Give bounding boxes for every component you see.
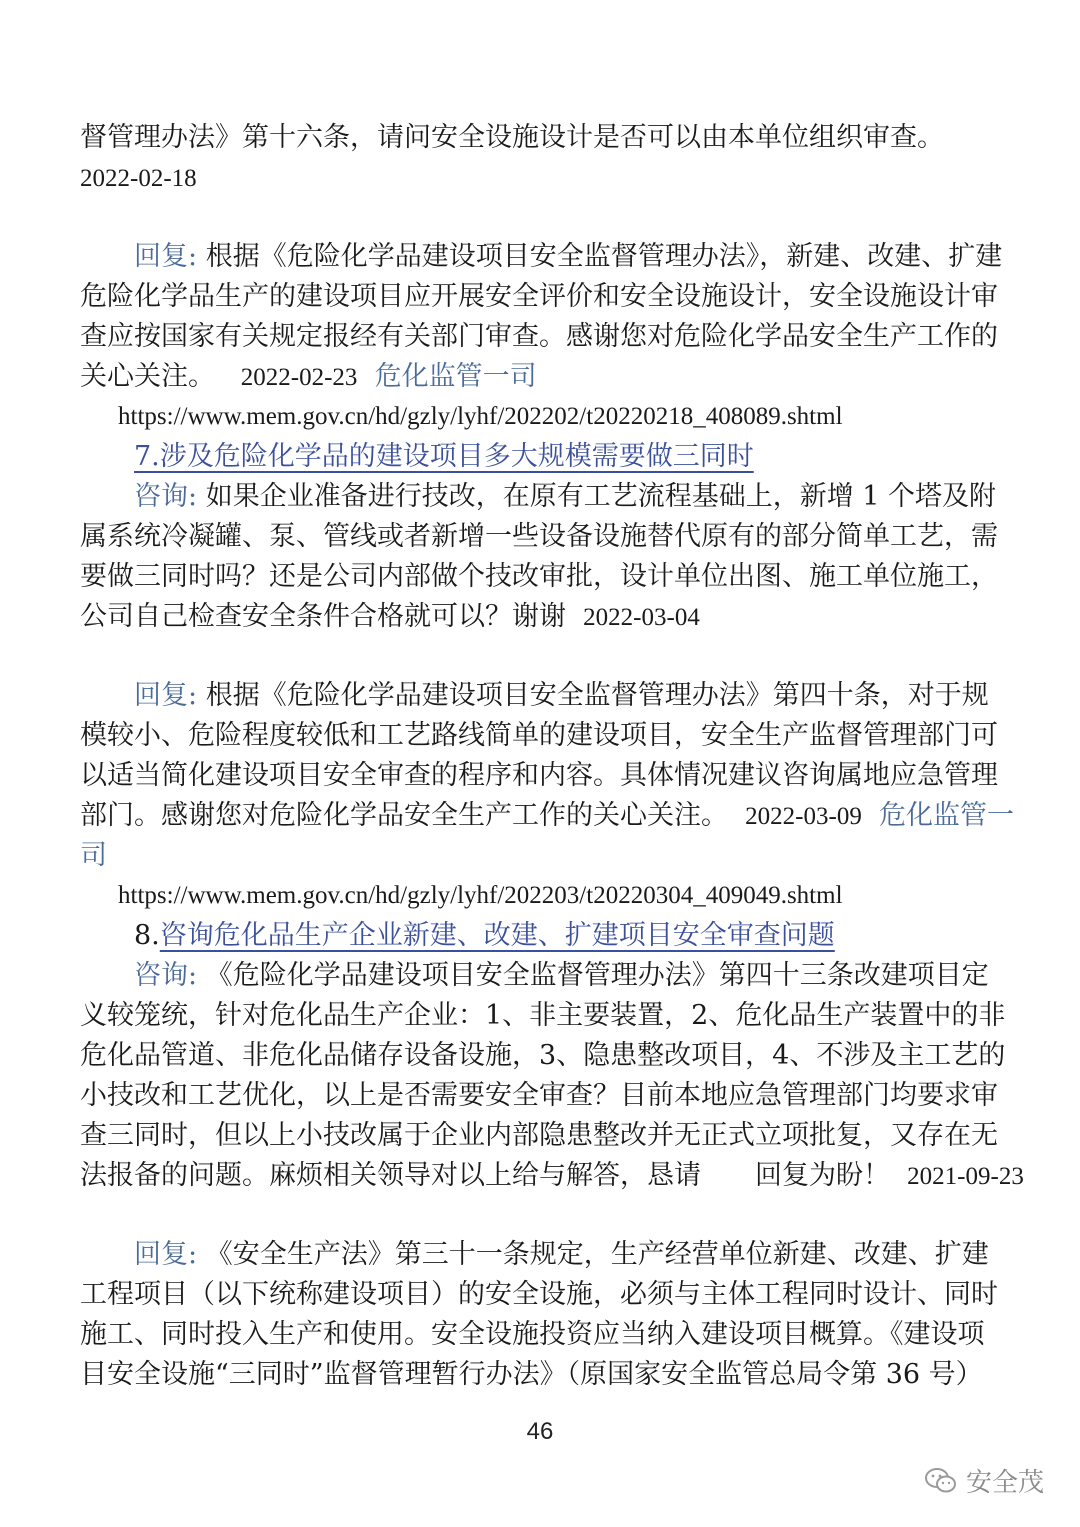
text-line: 查三同时，但以上小技改属于企业内部隐患整改并无正式立项批复，又存在无 xyxy=(80,1120,998,1151)
department-name: 危化监管一司 xyxy=(374,361,537,392)
page-number: 46 xyxy=(526,1418,554,1445)
reply-label: 回复: xyxy=(134,680,198,711)
text-line: 危化品管道、非危化品储存设备设施，3、隐患整改项目，4、不涉及主工艺的 xyxy=(80,1040,1006,1071)
wechat-icon xyxy=(924,1466,958,1496)
text-line: 小技改和工艺优化，以上是否需要安全审查？目前本地应急管理部门均要求审 xyxy=(80,1080,998,1111)
text-line: 危险化学品生产的建设项目应开展安全评价和安全设施设计，安全设施设计审 xyxy=(80,281,998,312)
text-line: 义较笼统，针对危化品生产企业：1、非主要装置，2、危化品生产装置中的非 xyxy=(80,1000,1006,1031)
source-link[interactable]: https://www.mem.gov.cn/hd/gzly/lyhf/202202/t20220218_408089.shtml xyxy=(118,403,843,430)
wechat-watermark xyxy=(924,1462,1044,1499)
text-line: 法报备的问题。麻烦相关领导对以上给与解答，恳请 回复为盼！ 2021-09-23 xyxy=(80,1160,1024,1191)
text-line: 施工、同时投入生产和使用。安全设施投资应当纳入建设项目概算。《建设项 xyxy=(80,1319,985,1350)
source-link[interactable]: https://www.mem.gov.cn/hd/gzly/lyhf/202203/t20220304_409049.shtml xyxy=(118,882,843,909)
text-line: 督管理办法》第十六条，请问安全设施设计是否可以由本单位组织审查。 xyxy=(80,122,944,153)
text-line: 部门。感谢您对危险化学品安全生产工作的关心关注。 2022-03-09 危化监管一 xyxy=(80,800,1014,831)
reply-line: 回复: 根据《危险化学品建设项目安全监督管理办法》第四十条，对于规 xyxy=(134,680,989,711)
section-heading-8[interactable]: 8.咨询危化品生产企业新建、改建、扩建项目安全审查问题 xyxy=(134,920,835,951)
inquiry-label: 咨询: xyxy=(134,481,198,512)
inquiry-line: 咨询: 《危险化学品建设项目安全监督管理办法》第四十三条改建项目定 xyxy=(134,960,989,991)
text-line: 属系统冷凝罐、泵、管线或者新增一些设备设施替代原有的部分简单工艺，需 xyxy=(80,521,998,552)
text-line: 公司自己检查安全条件合格就可以？谢谢 2022-03-04 xyxy=(80,601,700,632)
section-heading-7[interactable]: 7.涉及危险化学品的建设项目多大规模需要做三同时 xyxy=(134,441,754,472)
inquiry-line: 咨询: 如果企业准备进行技改，在原有工艺流程基础上，新增 1 个塔及附 xyxy=(134,481,997,512)
department-name: 危化监管一 xyxy=(879,800,1014,831)
text-line: 关心关注。 2022-02-23 危化监管一司 xyxy=(80,361,537,392)
text-line: 要做三同时吗？还是公司内部做个技改审批，设计单位出图、施工单位施工， xyxy=(80,561,998,592)
reply-label: 回复: xyxy=(134,241,198,272)
text-line: 模较小、危险程度较低和工艺路线简单的建设项目，安全生产监督管理部门可 xyxy=(80,720,998,751)
reply-line: 回复: 《安全生产法》第三十一条规定，生产经营单位新建、改建、扩建 xyxy=(134,1239,989,1270)
text-line: 工程项目（以下统称建设项目）的安全设施，必须与主体工程同时设计、同时 xyxy=(80,1279,998,1310)
text-line: 目安全设施“三同时”监督管理暂行办法》（原国家安全监管总局令第 36 号） xyxy=(80,1359,983,1390)
text-line: 司 xyxy=(80,840,107,871)
text-line: 以适当简化建设项目安全审查的程序和内容。具体情况建议咨询属地应急管理 xyxy=(80,760,998,791)
watermark-text: 安全茂 xyxy=(965,1468,1044,1498)
reply-label: 回复: xyxy=(134,1239,198,1270)
reply-line: 回复: 根据《危险化学品建设项目安全监督管理办法》，新建、改建、扩建 xyxy=(134,241,1003,272)
text-line: 查应按国家有关规定报经有关部门审查。感谢您对危险化学品安全生产工作的 xyxy=(80,321,998,352)
inquiry-label: 咨询: xyxy=(134,960,198,991)
date-line: 2022-02-18 xyxy=(80,165,197,192)
